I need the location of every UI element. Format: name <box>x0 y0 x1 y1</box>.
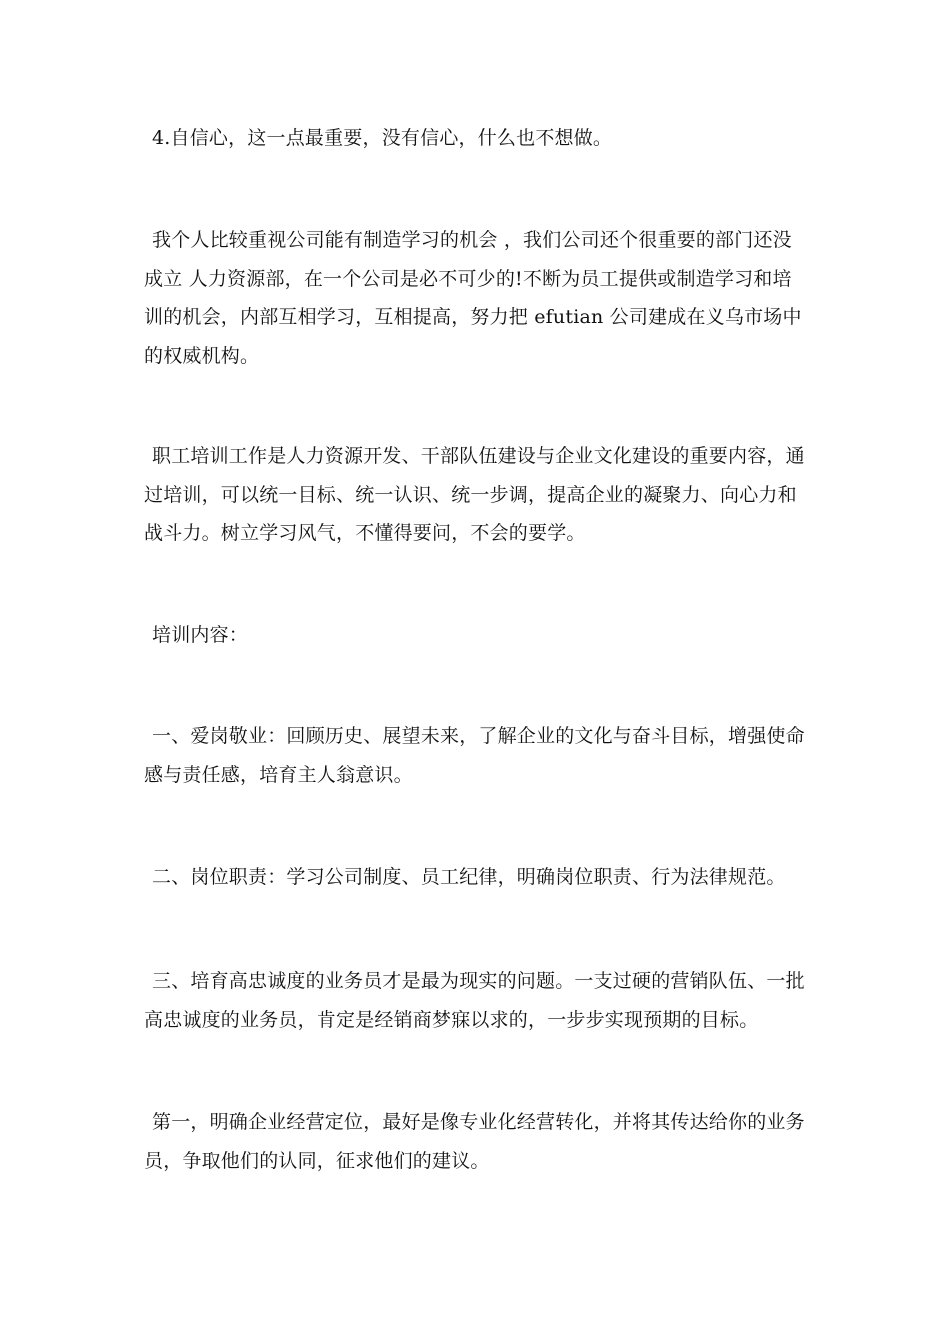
paragraph-staff-training <box>144 437 812 553</box>
text-line: 二、岗位职责：学习公司制度、员工纪律，明确岗位职责、行为法律规范。 <box>152 866 786 888</box>
text-line: 成立 人力资源部，在一个公司是必不可少的!不断为员工提供或制造学习和培 <box>144 267 792 290</box>
paragraph-self-confidence <box>144 119 812 158</box>
paragraph-learning-opportunity <box>144 221 812 375</box>
paragraph-item-one <box>144 717 812 794</box>
text-line: 战斗力。树立学习风气，不懂得要问，不会的要学。 <box>144 522 586 544</box>
text-line: 培训内容： <box>152 624 249 646</box>
text-line: 三、培育高忠诚度的业务员才是最为现实的问题。一支过硬的营销队伍、一批 <box>152 970 805 992</box>
text-line: 4.自信心，这一点最重要，没有信心，什么也不想做。 <box>152 127 613 149</box>
text-line: 感与责任感，培育主人翁意识。 <box>144 763 413 786</box>
paragraph-training-content-heading <box>144 616 812 655</box>
text-line: 职工培训工作是人力资源开发、干部队伍建设与企业文化建设的重要内容，通 <box>152 445 805 467</box>
text-line: 员，争取他们的认同，征求他们的建议。 <box>144 1149 490 1172</box>
paragraph-item-three <box>144 962 812 1039</box>
text-line: 我个人比较重视公司能有制造学习的机会 ，我们公司还个很重要的部门还没 <box>152 229 792 251</box>
text-line: 一、爱岗敬业：回顾历史、展望未来，了解企业的文化与奋斗目标，增强使命 <box>152 725 805 747</box>
text-line: 的权威机构。 <box>144 344 260 367</box>
text-line: 训的机会，内部互相学习，互相提高，努力把 efutian 公司建成在义乌市场中 <box>144 306 802 328</box>
text-line: 第一，明确企业经营定位，最好是像专业化经营转化，并将其传达给你的业务 <box>152 1111 805 1133</box>
text-line: 过培训，可以统一目标、统一认识、统一步调，提高企业的凝聚力、向心力和 <box>144 483 797 506</box>
text-line: 高忠诚度的业务员，肯定是经销商梦寐以求的，一步步实现预期的目标。 <box>144 1008 759 1031</box>
paragraph-first-point <box>144 1103 812 1180</box>
paragraph-item-two <box>144 858 812 897</box>
